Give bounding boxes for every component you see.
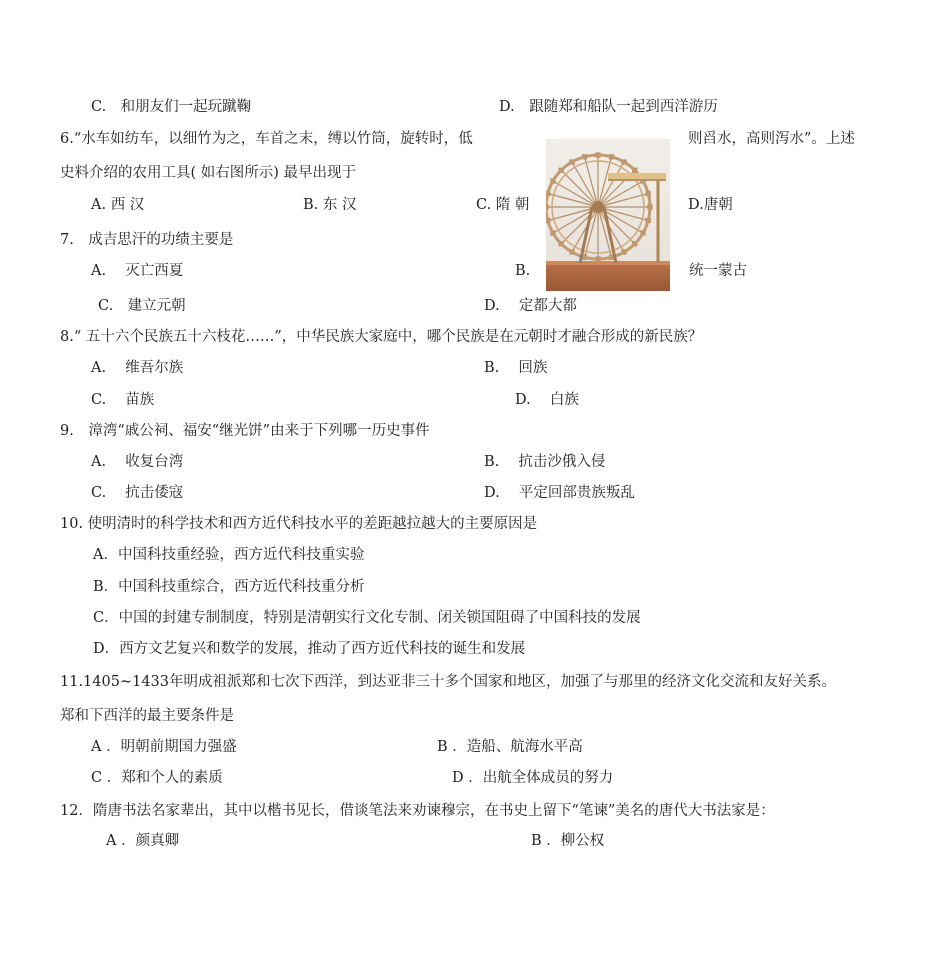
q12-option-b: B ．柳公权 (531, 833, 605, 849)
waterwheel-figure-icon (546, 139, 670, 291)
q8-option-d: D. 白族 (515, 392, 579, 408)
q6-option-d: D.唐朝 (688, 197, 733, 213)
q9-option-b: B. 抗击沙俄入侵 (484, 454, 606, 470)
q8-option-b: B. 回族 (484, 360, 548, 376)
q10-stem: 10. 使明清时的科学技术和西方近代科技水平的差距越拉越大的主要原因是 (60, 516, 538, 532)
q8-stem: 8.“ 五十六个民族五十六枝花……”，中华民族大家庭中，哪个民族是在元朝时才融合形成的新民族？ (60, 329, 703, 345)
q9-option-d: D. 平定回部贵族叛乱 (484, 485, 635, 501)
q9-option-c: C. 抗击倭寇 (91, 485, 184, 501)
q11-option-c: C ．郑和个人的素质 (91, 770, 223, 786)
q11-option-d: D ．出航全体成员的努力 (452, 770, 614, 786)
q10-option-b: B．中国科技重综合，西方近代科技重分析 (93, 579, 365, 595)
q5-option-d: D. 跟随郑和船队一起到西洋游历 (499, 99, 718, 115)
q6-option-a: A. 西 汉 (91, 197, 145, 213)
q7-option-d: D. 定都大都 (484, 298, 577, 314)
q9-option-a: A. 收复台湾 (91, 454, 184, 470)
q11-option-b: B ．造船、航海水平高 (437, 739, 583, 755)
q7-option-c: C. 建立元朝 (98, 298, 186, 314)
q9-stem: 9. 漳湾“戚公祠、福安“继光饼”由来于下列哪一历史事件 (60, 423, 430, 439)
q8-option-a: A. 维吾尔族 (91, 360, 184, 376)
q12-option-a: A ．颜真卿 (106, 833, 180, 849)
q6-stem-part2: 则舀水，高则泻水”。上述 (688, 131, 855, 147)
q6-option-c: C. 隋 朝 (476, 197, 530, 213)
q10-option-d: D．西方文艺复兴和数学的发展，推动了西方近代科技的诞生和发展 (93, 641, 526, 657)
q6-stem-part3: 史料介绍的农用工具( 如右图所示) 最早出现于 (60, 165, 357, 181)
q11-stem-part2: 郑和下西洋的最主要条件是 (60, 708, 234, 724)
q8-option-c: C. 苗族 (91, 392, 155, 408)
q11-option-a: A ．明朝前期国力强盛 (91, 739, 237, 755)
q11-stem-part1: 11.1405~1433年明成祖派郑和七次下西洋，到达亚非三十多个国家和地区，加强了与那里的经济文化交流和友好关系。 (60, 674, 837, 690)
q7-option-b-letter: B. (515, 263, 531, 279)
q7-option-a: A. 灭亡西夏 (91, 263, 184, 279)
q5-option-c: C. 和朋友们一起玩蹴鞠 (91, 99, 252, 115)
q7-stem: 7. 成吉思汗的功绩主要是 (60, 232, 234, 248)
q6-stem-part1: 6.“水车如纺车，以细竹为之，车首之末，缚以竹筒，旋转时，低 (60, 131, 473, 147)
q10-option-a: A．中国科技重经验，西方近代科技重实验 (93, 547, 365, 563)
q7-option-b-text: 统一蒙古 (689, 263, 747, 279)
q10-option-c: C．中国的封建专制制度，特别是清朝实行文化专制、闭关锁国阻碍了中国科技的发展 (93, 610, 641, 626)
q12-stem: 12．隋唐书法名家辈出，其中以楷书见长，借谈笔法来劝谏穆宗，在书史上留下“笔谏”美名的唐代大书法家是： (60, 803, 775, 819)
q6-option-b: B. 东 汉 (303, 197, 357, 213)
